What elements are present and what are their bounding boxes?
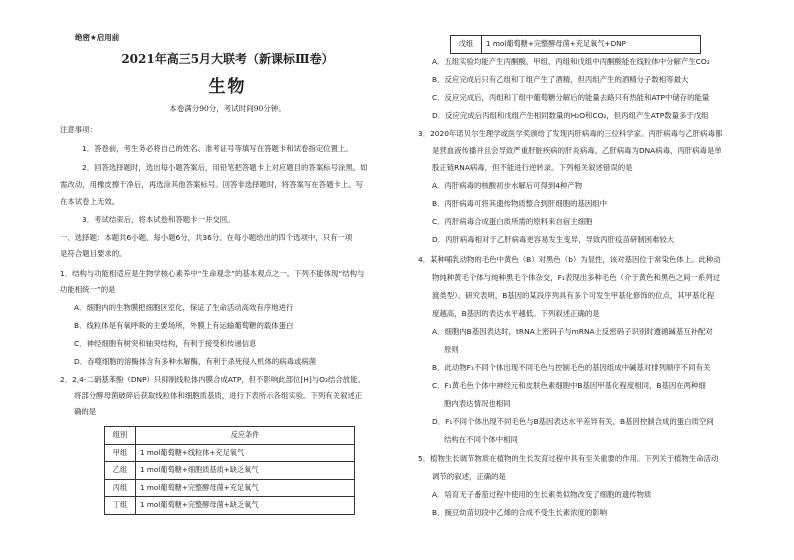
question-stem: 确的是 [74,407,97,416]
option-line: A．细胞内B基因表达时，tRNA上密码子与mRNA上反密码子识别时遵循碱基互补配对 [432,327,713,336]
option-line: D．吞噬细胞的溶酶体含有多种水解酶，有利于杀死侵入机体的病毒或病菌 [74,357,317,366]
question-stem: 将部分酵母菌破碎后获取线粒体和细胞质基质，进行下表所示各组实验。下列有关叙述正 [74,391,363,400]
table-row [105,444,355,462]
option-line: A．五组实验均能产生丙酮酸，甲组、丙组和戊组中丙酮酸能在线粒体中分解产生CO₂ [432,57,710,66]
question-stem: 功能相统一”的是 [60,285,116,294]
question-stem: 调节的叙述，正确的是 [432,472,506,481]
subject-title: 生物 [208,77,247,97]
note-line: 在本试卷上无效。 [60,197,120,206]
option-line: 原则 [444,345,459,354]
option-line: C．反应完成后，丙组和丁组中葡萄糖分解后的能量去路只有热能和ATP中储存的能量 [432,93,710,102]
table-cell: 1 mol葡萄糖+完整酵母菌+充足氧气+DNP [482,36,701,54]
table-cell: 丁组 [105,497,136,515]
section-heading: 一、选择题：本题共6小题，每小题6分，共36分。在每小题给出的四个选项中，只有一项 [60,233,353,242]
option-line: C．丙肝病毒合成蛋白质所需的原料来自宿主细胞 [432,217,593,226]
table-header-cell: 反应条件 [136,427,355,445]
option-line: A．丙肝病毒的核酸初步水解后可得到4种产物 [432,181,583,190]
option-line: B．线粒体是有氧呼吸的主要场所，外膜上有运输葡萄糖的载体蛋白 [74,321,294,330]
section-heading: 是符合题目要求的。 [60,249,127,258]
exam-title: 2021年高三5月大联考（新课标Ⅲ卷） [121,52,334,66]
question-stem: 4．某种哺乳动物的毛色中黄色（B）对黑色（b）为显性，该对基因位于常染色体上。此种动 [418,255,721,264]
question-stem: 股正链RNA病毒，但不能进行逆转录。下列相关叙述错误的是 [432,163,633,172]
table-cell: 1 mol葡萄糖+细胞质基质+缺乏氧气 [136,462,355,480]
question-stem: 是营血液传播并且会导致严重肝脏疾病的肝炎病毒。乙肝病毒为DNA病毒，丙肝病毒是单 [432,146,722,155]
question-stem: 2．2,4-二硝基苯酚（DNP）只抑制线粒体内膜合成ATP，但不影响此部位[H]与O₂结合放能。 [60,375,365,384]
question-stem: 渡类型）。研究表明，B基因的某段序列具有多个可发生甲基化修饰的位点，其甲基化程 [432,291,715,300]
table-cell: 丙组 [105,479,136,497]
option-line: D．F₁不同个体出现不同毛色与B基因表达水平差异有关，B基因控制合成的蛋白质空间 [432,417,714,426]
option-line: B．反应完成后只有乙组和丁组产生了酒精，但丙组产生的酒精分子数相等最大 [432,75,689,84]
option-line: D．丙肝病毒相对于乙肝病毒更容易发生变异，导致丙肝疫苗研制困难较大 [432,235,675,244]
option-line: D．反应完成后丙组和戊组产生相同数量的H₂O和CO₂，但丙组产生ATP数量多于戊组 [432,111,709,120]
option-line: B．此动物F₁不同个体出现不同毛色与控制毛色的基因组成中碱基对排列顺序不同有关 [432,363,711,372]
table-row [105,479,355,497]
option-line: 结构在不同个体中相同 [444,435,518,444]
option-line: A．细胞内的生物膜把细胞区室化，保证了生命活动高效有序地进行 [74,303,294,312]
score-time-note: 本卷满分90分，考试时间90分钟。 [169,104,286,113]
option-line: C．F₁黄毛色个体中神经元和皮肤色素细胞中B基因甲基化程度相同，B基因在两种细 [432,381,706,390]
option-line: 胞内表达情况也相同 [444,399,511,408]
table-header-cell: 组别 [105,427,136,445]
option-line: A．培育无子番茄过程中使用的生长素类似物改变了细胞的遗传物质 [432,490,652,499]
question-stem: 度越高，B基因的表达水平越低。下列叙述正确的是 [432,309,600,318]
table-row [105,497,355,515]
secret-mark: 绝密★启用前 [75,33,120,42]
table-cell: 乙组 [105,462,136,480]
table-cell: 1 mol葡萄糖+完整酵母菌+充足氧气 [136,479,355,497]
table-cell: 甲组 [105,444,136,462]
notes-heading: 注意事项： [60,125,97,134]
table-cell: 1 mol葡萄糖+完整酵母菌+缺乏氧气 [136,497,355,515]
question-stem: 5．植物生长调节物质在植物的生长发育过程中具有至关重要的作用。下列关于植物生命活动 [418,454,719,463]
note-line: 需改动，用橡皮擦干净后，再选涂其他答案标号。回答非选择题时，将答案写在答题卡上。写 [60,180,364,189]
option-line: B．丙肝病毒可将其遗传物质整合到肝细胞的基因组中 [432,199,608,208]
table-row [451,36,701,54]
table-cell: 戊组 [451,36,482,54]
conditions-table [104,426,355,515]
question-stem: 3．2020年诺贝尔生理学或医学奖颁给了发现丙肝病毒的三位科学家。丙肝病毒与乙肝病毒都 [418,129,723,138]
table-cell: 1 mol葡萄糖+线粒体+充足氧气 [136,444,355,462]
note-line: 2．回答选择题时，选出每小题答案后，用铅笔把答题卡上对应题目的答案标号涂黑。如 [82,163,368,172]
note-line: 1．答卷前，考生务必将自己的姓名、准考证号等填写在答题卡和试卷指定位置上。 [82,144,353,153]
table-row [105,462,355,480]
option-line: C．神经细胞有树突和轴突结构，有利于接受和传递信息 [74,339,257,348]
conditions-table-continued [450,35,701,54]
table-header-row [105,427,355,445]
question-stem: 物纯种黄毛个体与纯种黑毛个体杂交，F₁表现出多种毛色（介于黄色和黑色之间一系列过 [432,273,721,282]
question-stem: 1．结构与功能相适应是生物学核心素养中“生命观念”的基本观点之一。下列不能体现“结构与 [60,269,365,278]
note-line: 3．考试结束后，将本试卷和答题卡一并交回。 [82,215,235,224]
option-line: B．豌豆幼苗切段中乙烯的合成不受生长素浓度的影响 [432,508,608,517]
